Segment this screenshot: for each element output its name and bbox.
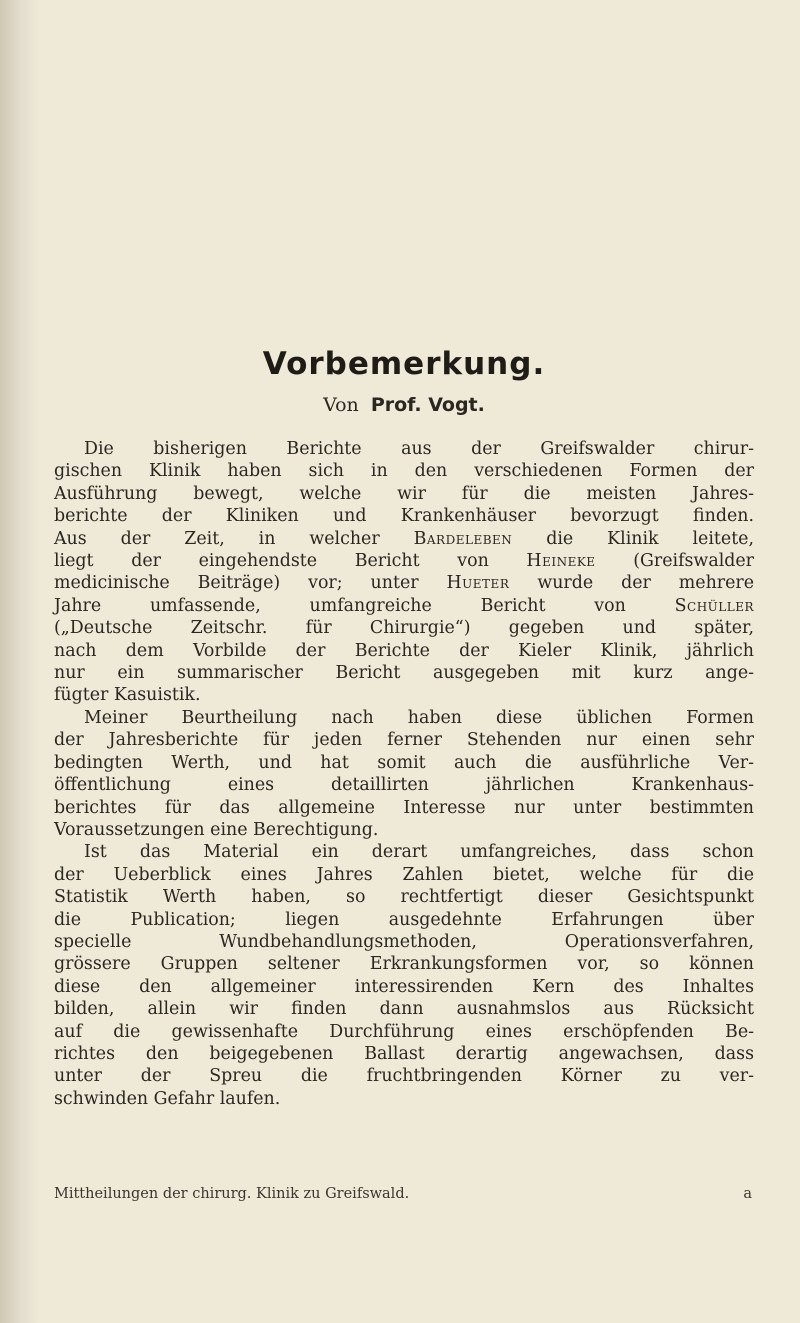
text-line: unter der Spreu die fruchtbringenden Körner zu ver-: [54, 1066, 754, 1087]
text-line: gischen Klinik haben sich in den verschiedenen Formen der: [54, 461, 754, 482]
text-line: der Ueberblick eines Jahres Zahlen bietet, welche für die: [54, 864, 754, 885]
signature-mark: a: [743, 1186, 752, 1202]
text-line: auf die gewissenhafte Durchführung eines erschöpfenden Be-: [54, 1021, 754, 1042]
text-line: liegt der eingehendste Bericht von Heineke (Greifswalder: [54, 551, 754, 572]
text-line: Jahre umfassende, umfangreiche Bericht von Schüller: [54, 595, 754, 616]
text-line: schwinden Gefahr laufen.: [54, 1088, 281, 1109]
text-line: grössere Gruppen seltener Erkrankungsformen vor, so können: [54, 954, 754, 975]
text-line: specielle Wundbehandlungsmethoden, Operationsverfahren,: [54, 931, 754, 952]
text-line: nach dem Vorbilde der Berichte der Kieler Klinik, jährlich: [54, 640, 754, 661]
text-line: diese den allgemeiner interessirenden Kern des Inhaltes: [54, 976, 754, 997]
text-line: Voraussetzungen eine Berechtigung.: [54, 819, 379, 840]
paragraph: [54, 841, 754, 1110]
text-line: fügter Kasuistik.: [54, 685, 201, 706]
text-line: berichte der Kliniken und Krankenhäuser bevorzugt finden.: [54, 506, 754, 527]
text-line: („Deutsche Zeitschr. für Chirurgie“) gegeben und später,: [54, 618, 754, 639]
body-text: [54, 438, 754, 1110]
text-line: nur ein summarischer Bericht ausgegeben mit kurz ange-: [54, 663, 754, 684]
text-line: berichtes für das allgemeine Interesse nur unter bestimmten: [54, 797, 754, 818]
paragraph: [54, 438, 754, 707]
page-footer: [54, 1186, 754, 1202]
text-line: der Jahresberichte für jeden ferner Stehenden nur einen sehr: [54, 730, 754, 751]
author-name: Prof. Vogt.: [370, 394, 485, 416]
text-line: öffentlichung eines detaillirten jährlichen Krankenhaus-: [54, 775, 754, 796]
page-edge-shadow: [0, 0, 40, 1323]
text-line: Aus der Zeit, in welcher Bardeleben die Klinik leitete,: [54, 528, 754, 549]
byline-prefix: Von: [323, 394, 359, 416]
paragraph: [54, 707, 754, 841]
footer-text: Mittheilungen der chirurg. Klinik zu Greifswald.: [54, 1186, 410, 1202]
text-line: bilden, allein wir finden dann ausnahmslos aus Rücksicht: [54, 999, 754, 1020]
text-line: Ist das Material ein derart umfangreiches, dass schon: [84, 842, 754, 863]
text-line: medicinische Beiträge) vor; unter Hueter wurde der mehrere: [54, 573, 754, 594]
text-line: Die bisherigen Berichte aus der Greifswalder chirur-: [84, 439, 754, 459]
author-byline: [54, 394, 754, 416]
text-line: die Publication; liegen ausgedehnte Erfahrungen über: [54, 909, 754, 930]
text-line: Ausführung bewegt, welche wir für die meisten Jahres-: [54, 483, 754, 504]
text-line: Statistik Werth haben, so rechtfertigt dieser Gesichtspunkt: [54, 887, 754, 908]
text-line: Meiner Beurtheilung nach haben diese üblichen Formen: [84, 707, 754, 728]
document-page: [54, 346, 754, 1110]
text-line: bedingten Werth, und hat somit auch die ausführliche Ver-: [54, 752, 754, 773]
page-title: Vorbemerkung.: [262, 346, 546, 382]
text-line: richtes den beigegebenen Ballast derartig angewachsen, dass: [54, 1043, 754, 1064]
